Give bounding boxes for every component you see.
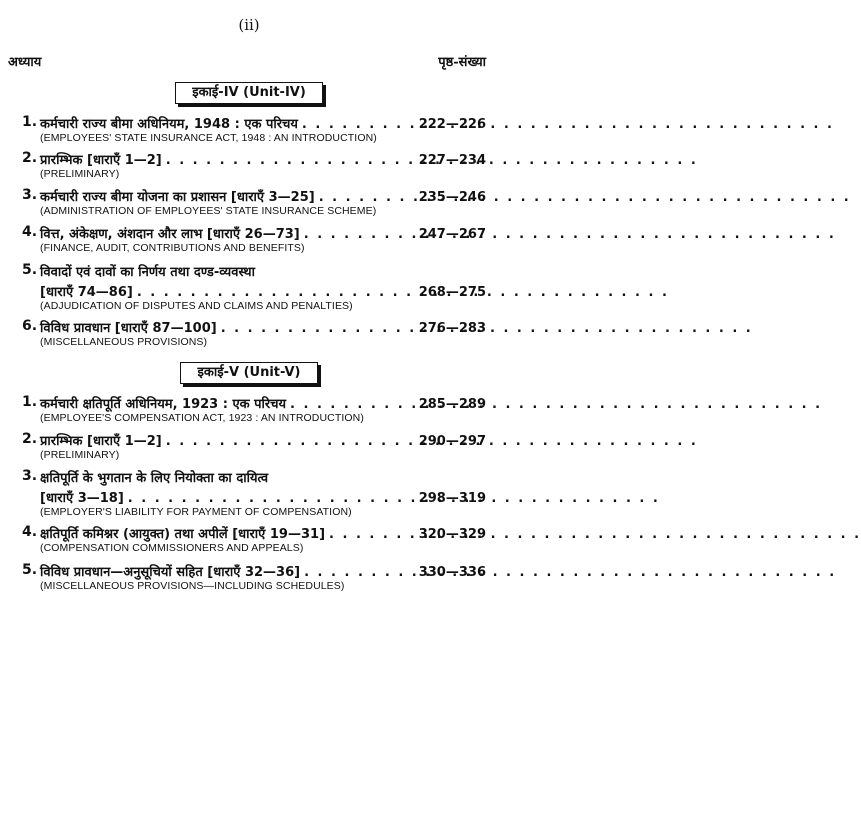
entry-number: 2. (22, 431, 38, 447)
entry-title-hindi: कर्मचारी राज्य बीमा अधिनियम, 1948 : एक परिचय (40, 117, 298, 132)
entry-title-english: (EMPLOYEE'S COMPENSATION ACT, 1923 : AN INTRODUCTION) (40, 412, 364, 424)
entry-number: 4. (22, 224, 38, 240)
entry-title-hindi-cont: [धाराएँ 74—86] (40, 285, 133, 300)
unit-iv-heading: इकाई-IV (Unit-IV) (175, 82, 323, 104)
entry-title-hindi: विविध प्रावधान [धाराएँ 87—100] (40, 321, 217, 336)
entry-pages: 268—275 (418, 285, 486, 300)
entry-pages: 276—283 (418, 321, 486, 336)
entry-title-english: (MISCELLANEOUS PROVISIONS—INCLUDING SCHEDULES) (40, 580, 345, 592)
entry-title-english: (PRELIMINARY) (40, 168, 120, 180)
entry-title-hindi: विवादों एवं दावों का निर्णय तथा दण्ड-व्यवस्था (40, 265, 255, 280)
entry-title-english: (COMPENSATION COMMISSIONERS AND APPEALS) (40, 542, 304, 554)
unit-v-heading: इकाई-V (Unit-V) (180, 362, 318, 384)
entry-pages: 285—289 (418, 397, 486, 412)
entry-title-english: (EMPLOYEES' STATE INSURANCE ACT, 1948 : AN INTRODUCTION) (40, 132, 377, 144)
entry-pages: 227—234 (418, 153, 486, 168)
entry-number: 6. (22, 318, 38, 334)
entry-number: 3. (22, 187, 38, 203)
chapter-column-header: अध्याय (8, 55, 42, 70)
entry-pages: 222—226 (418, 117, 486, 132)
entry-number: 2. (22, 150, 38, 166)
entry-number: 1. (22, 394, 38, 410)
entry-pages: 235—246 (418, 190, 486, 205)
entry-title-hindi: कर्मचारी क्षतिपूर्ति अधिनियम, 1923 : एक परिचय (40, 397, 287, 412)
entry-title-hindi: वित्त, अंकेक्षण, अंशदान और लाभ [धाराएँ 26—73] (40, 227, 300, 242)
entry-title-english: (MISCELLANEOUS PROVISIONS) (40, 336, 208, 348)
entry-pages: 247—267 (418, 227, 486, 242)
entry-title-english: (ADJUDICATION OF DISPUTES AND CLAIMS AND PENALTIES) (40, 300, 353, 312)
entry-title-hindi-cont: [धाराएँ 3—18] (40, 491, 124, 506)
entry-title-english: (EMPLOYER'S LIABILITY FOR PAYMENT OF COMPENSATION) (40, 506, 352, 518)
entry-title-hindi: कर्मचारी राज्य बीमा योजना का प्रशासन [धाराएँ 3—25] (40, 190, 315, 205)
entry-title-english: (PRELIMINARY) (40, 449, 120, 461)
entry-title-hindi: क्षतिपूर्ति कमिश्नर (आयुक्त) तथा अपीलें [धाराएँ 19—31] (40, 527, 326, 542)
entry-number: 5. (22, 262, 38, 278)
entry-number: 3. (22, 468, 38, 484)
entry-title-english: (FINANCE, AUDIT, CONTRIBUTIONS AND BENEFITS) (40, 242, 305, 254)
entry-number: 4. (22, 524, 38, 540)
entry-title-hindi: क्षतिपूर्ति के भुगतान के लिए नियोक्ता का दायित्व (40, 471, 269, 486)
entry-pages: 330—336 (418, 565, 486, 580)
entry-number: 1. (22, 114, 38, 130)
entry-pages: 320—329 (418, 527, 486, 542)
entry-number: 5. (22, 562, 38, 578)
entry-title-hindi: प्रारम्भिक [धाराएँ 1—2] (40, 434, 162, 449)
entry-title-hindi: प्रारम्भिक [धाराएँ 1—2] (40, 153, 162, 168)
page-number: (ii) (238, 16, 260, 34)
page-column-header: पृष्ठ-संख्या (438, 55, 486, 70)
entry-pages: 298—319 (418, 491, 486, 506)
entry-title-hindi: विविध प्रावधान—अनुसूचियों सहित [धाराएँ 32—36] (40, 565, 301, 580)
entry-pages: 290—297 (418, 434, 486, 449)
entry-title-english: (ADMINISTRATION OF EMPLOYEES' STATE INSURANCE SCHEME) (40, 205, 377, 217)
